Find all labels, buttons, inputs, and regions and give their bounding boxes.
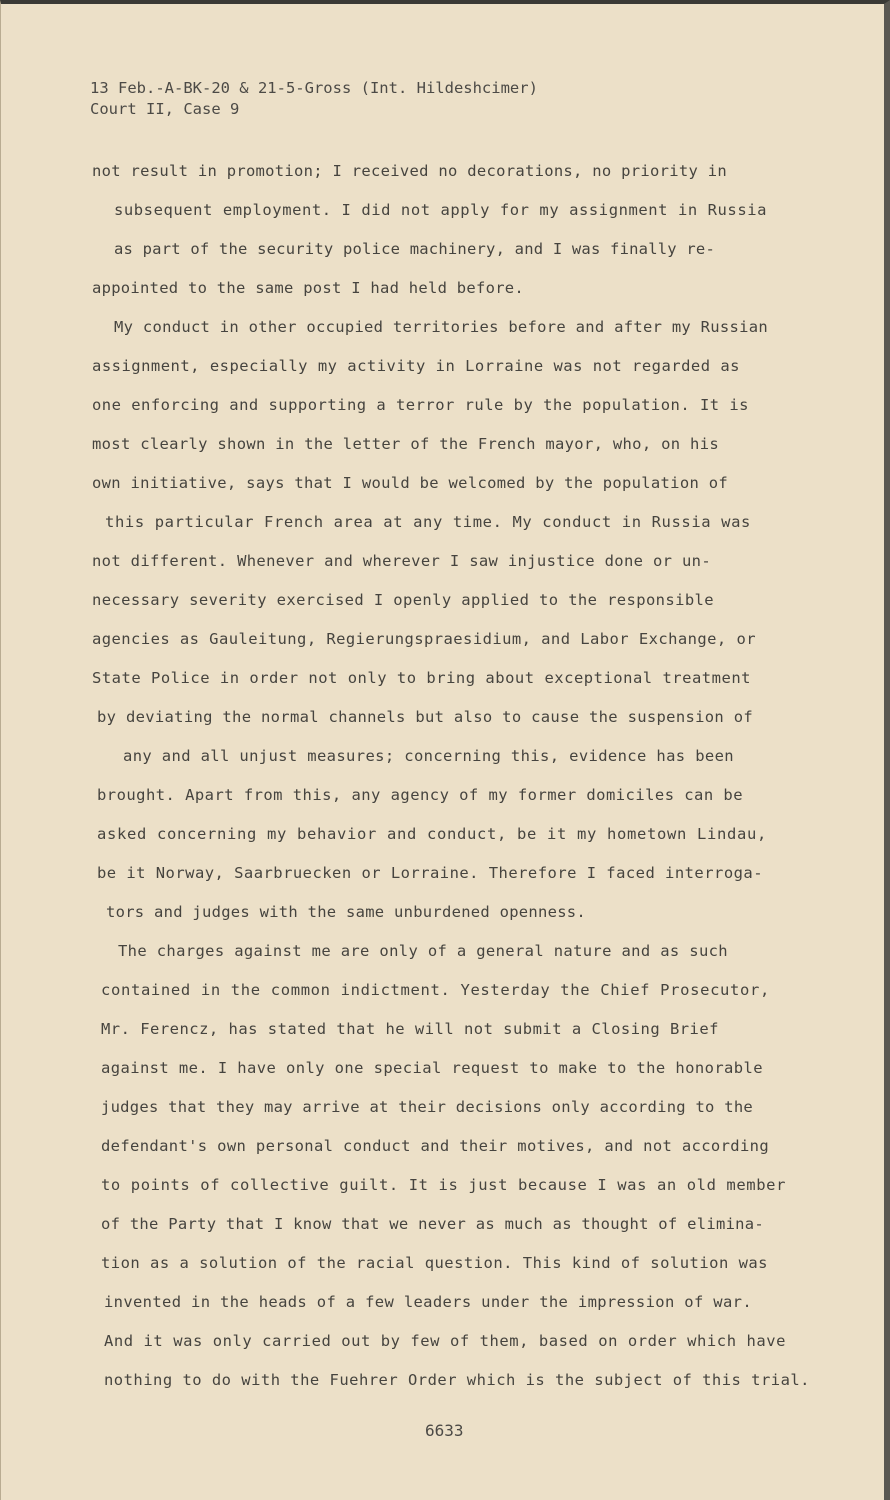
body-line: tion as a solution of the racial question. This kind of solution was xyxy=(101,1254,768,1272)
header-block xyxy=(90,78,538,120)
body-line: necessary severity exercised I openly applied to the responsible xyxy=(92,591,714,609)
body-line: State Police in order not only to bring about exceptional treatment xyxy=(92,669,751,687)
body-line: agencies as Gauleitung, Regierungspraesidium, and Labor Exchange, or xyxy=(92,630,756,648)
body-line: against me. I have only one special request to make to the honorable xyxy=(101,1059,763,1077)
body-line: not result in promotion; I received no decorations, no priority in xyxy=(92,162,727,180)
header-line-2: Court II, Case 9 xyxy=(90,100,240,118)
body-line: not different. Whenever and wherever I saw injustice done or un- xyxy=(92,552,711,570)
body-line: asked concerning my behavior and conduct, be it my hometown Lindau, xyxy=(97,825,767,843)
body-line: invented in the heads of a few leaders under the impression of war. xyxy=(104,1293,752,1311)
body-line: any and all unjust measures; concerning this, evidence has been xyxy=(123,747,734,765)
body-line: own initiative, says that I would be welcomed by the population of xyxy=(92,474,728,492)
body-line: subsequent employment. I did not apply for my assignment in Russia xyxy=(114,201,767,219)
body-line: And it was only carried out by few of them, based on order which have xyxy=(104,1332,786,1350)
body-line: defendant's own personal conduct and their motives, and not according xyxy=(101,1137,769,1155)
body-line: be it Norway, Saarbruecken or Lorraine. Therefore I faced interroga- xyxy=(97,864,763,882)
body-line: as part of the security police machinery, and I was finally re- xyxy=(114,240,715,258)
body-line: by deviating the normal channels but also to cause the suspension of xyxy=(97,708,753,726)
body-line: most clearly shown in the letter of the French mayor, who, on his xyxy=(92,435,719,453)
body-line: brought. Apart from this, any agency of my former domiciles can be xyxy=(97,786,743,804)
body-line: judges that they may arrive at their decisions only according to the xyxy=(101,1098,753,1116)
body-line: to points of collective guilt. It is just because I was an old member xyxy=(101,1176,786,1194)
page-number: 6633 xyxy=(425,1421,464,1440)
body-line: My conduct in other occupied territories before and after my Russian xyxy=(114,318,768,336)
body-line: appointed to the same post I had held before. xyxy=(92,279,524,297)
header-line-1: 13 Feb.-A-BK-20 & 21-5-Gross (Int. Hildeshcimer) xyxy=(90,79,538,97)
body-line: one enforcing and supporting a terror rule by the population. It is xyxy=(92,396,749,414)
body-line: contained in the common indictment. Yesterday the Chief Prosecutor, xyxy=(101,981,770,999)
body-line: assignment, especially my activity in Lorraine was not regarded as xyxy=(92,357,740,375)
body-line: The charges against me are only of a general nature and as such xyxy=(118,942,728,960)
body-line: of the Party that I know that we never as much as thought of elimina- xyxy=(101,1215,764,1233)
body-line: Mr. Ferencz, has stated that he will not submit a Closing Brief xyxy=(101,1020,719,1038)
body-line: this particular French area at any time. My conduct in Russia was xyxy=(105,513,751,531)
body-line: nothing to do with the Fuehrer Order which is the subject of this trial. xyxy=(104,1371,810,1389)
body-line: tors and judges with the same unburdened openness. xyxy=(106,903,586,921)
